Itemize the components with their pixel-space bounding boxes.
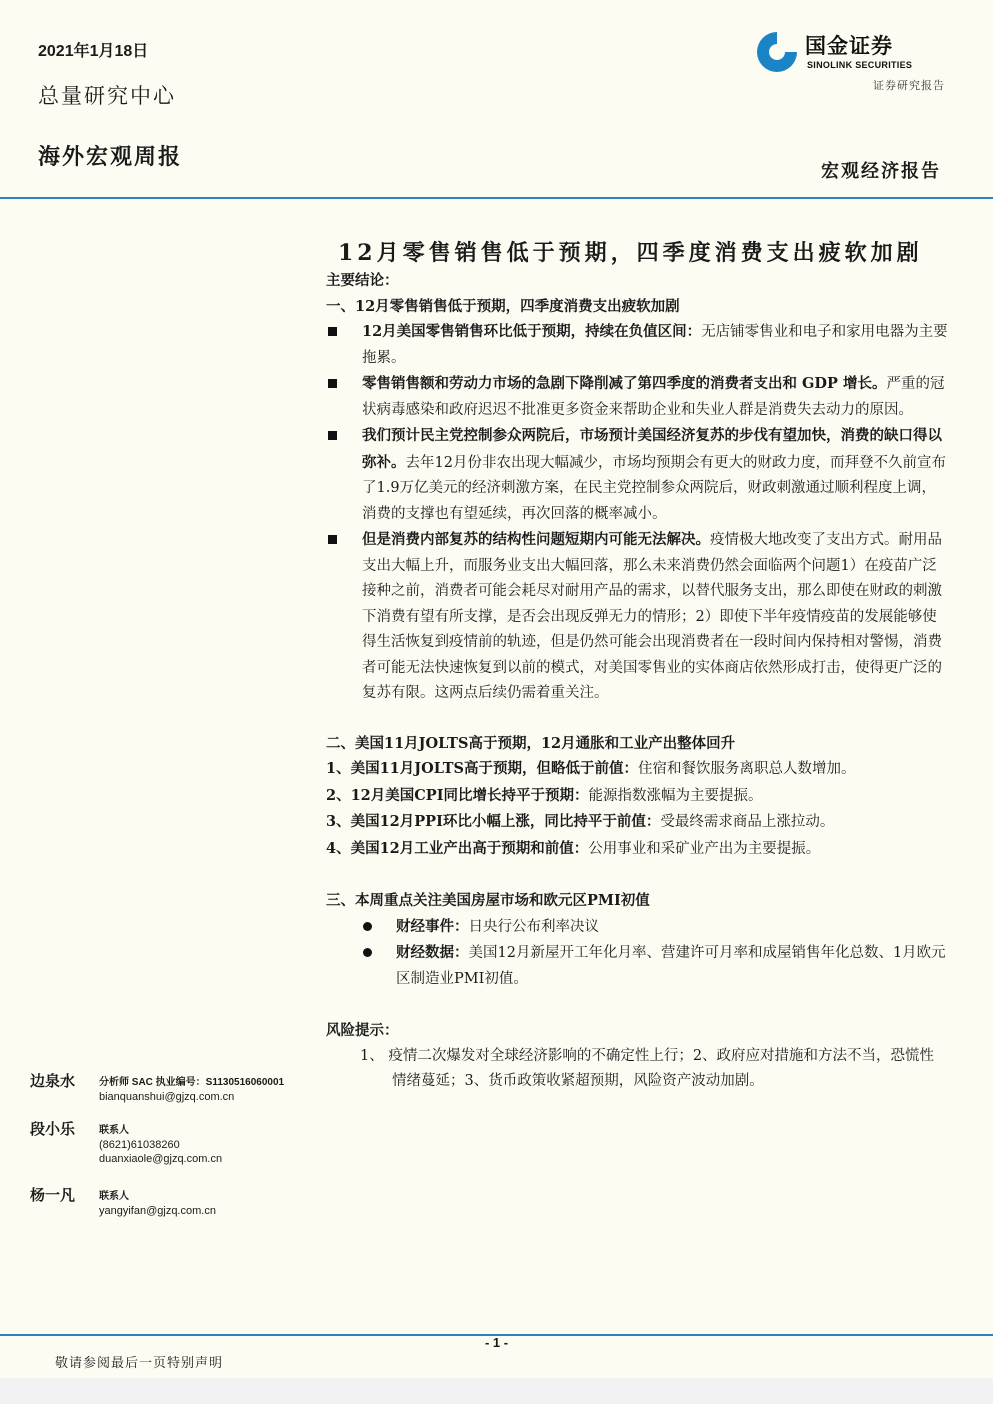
company-logo [757,30,945,76]
author-role: 联系人 [99,1191,129,1202]
section2-item: 2、12月美国CPI同比增长持平于预期：能源指数涨幅为主要提振。 [326,786,763,804]
header-divider [0,197,993,199]
author-role: 分析师 SAC 执业编号：S1130516060001 [99,1077,285,1088]
spacer [326,707,948,731]
section1-bullet: 零售销售额和劳动力市场的急剧下降削减了第四季度的消费者支出和 GDP 增长。严重的冠状病毒感染和政府迟迟不批准更多资金来帮助企业和失业人群是消费失去动力的原因。 [326,371,948,423]
author-email[interactable]: yangyifan@gjzq.com.cn [99,1205,216,1217]
logo-en-text: SINOLINK SECURITIES [807,60,913,70]
bottom-band [0,1378,993,1404]
section3-heading: 三、本周重点关注美国房屋市场和欧元区PMI初值 [326,892,650,909]
risk-text: 1、 疫情二次爆发对全球经济影响的不确定性上行；2、政府应对措施和方法不当，恐慌性情绪蔓延；3、货币政策收紧超预期，风险资产波动加剧。 [360,1047,935,1089]
spacer [326,862,948,888]
author-role: 联系人 [99,1125,129,1136]
logo-cn-text: 国金证券 [805,34,893,58]
section2-item: 4、美国12月工业产出高于预期和前值：公用事业和采矿业产出为主要提振。 [326,839,821,857]
section1-bullet: 12月美国零售销售环比低于预期，持续在负值区间：无店铺零售业和电子和家用电器为主要拖累。 [326,319,948,371]
author-block [30,1122,320,1172]
author-phone: (8621)61038260 [99,1139,180,1151]
author-block [30,1188,320,1228]
research-department: 总量研究中心 [38,84,176,108]
author-info [99,1190,216,1218]
author-block [30,1074,320,1114]
report-kind: 证券研究报告 [873,79,945,92]
section3-bullet: 财经数据：美国12月新屋开工年化月率、营建许可月率和成屋销售年化总数、1月欧元区制造业PMI初值。 [326,940,948,992]
author-info [99,1124,222,1166]
author-email[interactable]: duanxiaole@gjzq.com.cn [99,1153,223,1165]
section1-heading: 一、12月零售销售低于预期，四季度消费支出疲软加剧 [326,297,680,315]
author-name: 边泉水 [30,1072,76,1090]
section1-bullet: 但是消费内部复苏的结构性问题短期内可能无法解决。疫情极大地改变了支出方式。耐用品支出大幅上升，而服务业支出大幅回落，那么未来消费仍然会面临两个问题1）在疫苗广泛接种之前，消费者可能会耗尽对耐用产品的需求，以替代服务支出，那么即使在财政的刺激下消费有望有所支撑，是否会出现反弹无力的情形；2）即使下半年疫情疫苗的发展能够使得生活恢复到疫情前的轨迹，但是仍然可能会出现消费者在一段时间内保持相对警惕，消费者可能无法快速恢复到以前的模式，对美国零售业的实体商店依然形成打击，使得更广泛的复苏有限。这两点后续仍需着重关注。 [326,527,948,707]
section2-item: 3、美国12月PPI环比小幅上涨，同比持平于前值：受最终需求商品上涨拉动。 [326,813,835,830]
report-title: 12月零售销售低于预期，四季度消费支出疲软加剧 [338,240,923,266]
section1-bullet: 我们预计民主党控制参众两院后，市场预计美国经济复苏的步伐有望加快，消费的缺口得以弥补。去年12月份非农出现大幅减少，市场均预期会有更大的财政力度，而拜登不久前宣布了1.9万亿美元的经济刺激方案，在民主党控制参众两院后，财政刺激通过顺利程度上调，消费的支撑也有望延续，再次回落的概率减小。 [326,423,948,527]
summary-heading: 主要结论： [326,272,399,289]
section3-bullet: 财经事件：日央行公布利率决议 [326,914,948,941]
author-name: 杨一凡 [30,1186,76,1204]
author-email[interactable]: bianquanshui@gjzq.com.cn [99,1091,235,1103]
author-name: 段小乐 [30,1120,76,1138]
logo-mark-icon [757,32,797,72]
footer-disclaimer: 敬请参阅最后一页特别声明 [55,1356,224,1371]
report-category: 宏观经济报告 [821,161,941,182]
report-series: 海外宏观周报 [38,144,183,170]
author-info [99,1076,284,1104]
section2-item: 1、美国11月JOLTS高于预期，但略低于前值：住宿和餐饮服务离职总人数增加。 [326,760,856,777]
report-date: 2021年1月18日 [38,43,149,60]
risk-heading: 风险提示： [326,1022,399,1039]
section2-heading: 二、美国11月JOLTS高于预期，12月通胀和工业产出整体回升 [326,734,736,752]
report-body [326,268,948,1095]
spacer [326,992,948,1018]
page-number: - 1 - [484,1335,509,1350]
